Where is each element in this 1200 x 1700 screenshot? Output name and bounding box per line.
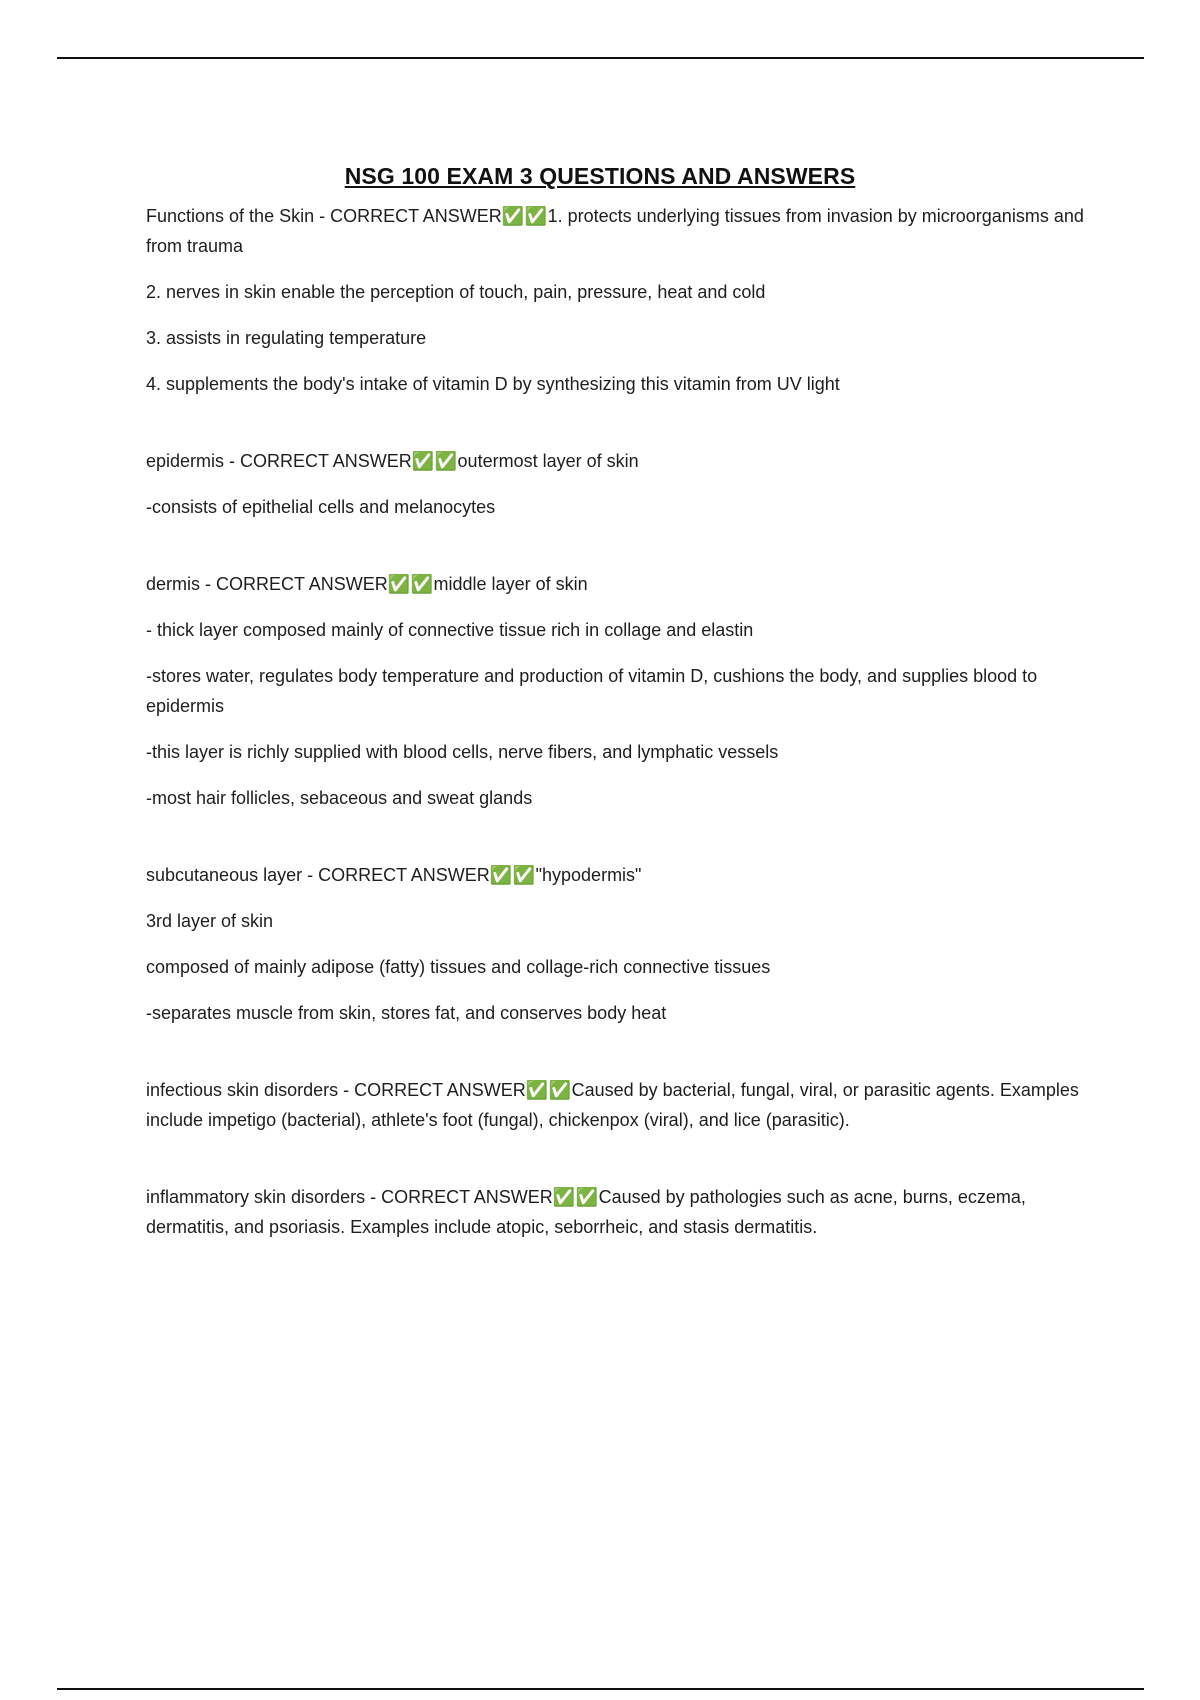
qa-detail-line: -separates muscle from skin, stores fat, and conserves body heat — [146, 1003, 667, 1023]
double-check-icon: ✅✅ — [552, 1187, 599, 1207]
qa-entry — [146, 860, 1096, 1028]
double-check-icon: ✅✅ — [411, 451, 458, 471]
qa-answer: Caused by pathologies such as acne, burns, eczema, dermatitis, and psoriasis. Examples include atopic, seborrheic, and stasis dermatitis. — [146, 1187, 1026, 1237]
qa-separator: - — [314, 206, 331, 226]
qa-entry — [146, 446, 1096, 522]
qa-term: dermis — [146, 574, 201, 594]
qa-first-line — [146, 1075, 1096, 1135]
correct-answer-label: CORRECT ANSWER — [330, 206, 502, 226]
qa-entry — [146, 569, 1096, 813]
double-check-icon: ✅✅ — [501, 206, 548, 226]
qa-detail-line: 4. supplements the body's intake of vitamin D by synthesizing this vitamin from UV light — [146, 374, 840, 394]
correct-answer-label: CORRECT ANSWER — [216, 574, 388, 594]
qa-answer: 1. protects underlying tissues from invasion by microorganisms and from trauma — [146, 206, 1084, 256]
qa-answer: middle layer of skin — [433, 574, 588, 594]
qa-detail-line: -most hair follicles, sebaceous and sweat glands — [146, 788, 533, 808]
qa-detail-line: 3rd layer of skin — [146, 911, 274, 931]
qa-separator: - — [302, 865, 319, 885]
qa-first-line — [146, 201, 1096, 261]
double-check-icon: ✅✅ — [525, 1080, 572, 1100]
double-check-icon: ✅✅ — [387, 574, 434, 594]
correct-answer-label: CORRECT ANSWER — [240, 451, 412, 471]
qa-term: infectious skin disorders — [146, 1080, 339, 1100]
qa-answer: "hypodermis" — [535, 865, 642, 885]
qa-detail-line: -this layer is richly supplied with blood cells, nerve fibers, and lymphatic vessels — [146, 742, 779, 762]
qa-list — [146, 201, 1096, 1258]
bottom-page-rule — [57, 1688, 1144, 1690]
qa-detail-line: -consists of epithelial cells and melanocytes — [146, 497, 496, 517]
qa-detail-line: 2. nerves in skin enable the perception of touch, pain, pressure, heat and cold — [146, 282, 766, 302]
double-check-icon: ✅✅ — [489, 865, 536, 885]
qa-detail-line: - thick layer composed mainly of connective tissue rich in collage and elastin — [146, 620, 754, 640]
qa-entry — [146, 1182, 1096, 1242]
qa-term: Functions of the Skin — [146, 206, 315, 226]
qa-entry — [146, 1075, 1096, 1135]
qa-separator: - — [365, 1187, 382, 1207]
correct-answer-label: CORRECT ANSWER — [381, 1187, 553, 1207]
qa-entry — [146, 201, 1096, 399]
top-page-rule — [57, 57, 1144, 59]
qa-detail-line: 3. assists in regulating temperature — [146, 328, 427, 348]
qa-answer: outermost layer of skin — [457, 451, 639, 471]
qa-answer: Caused by bacterial, fungal, viral, or parasitic agents. Examples include impetigo (bacterial), athlete's foot (fungal), chickenpox (viral), and lice (parasitic). — [146, 1080, 1079, 1130]
qa-first-line — [146, 446, 1096, 476]
qa-term: epidermis — [146, 451, 225, 471]
qa-separator: - — [200, 574, 217, 594]
correct-answer-label: CORRECT ANSWER — [318, 865, 490, 885]
qa-detail-line: -stores water, regulates body temperature and production of vitamin D, cushions the body, and supplies blood to epidermis — [146, 666, 1038, 716]
qa-separator: - — [338, 1080, 355, 1100]
correct-answer-label: CORRECT ANSWER — [354, 1080, 526, 1100]
qa-term: subcutaneous layer — [146, 865, 303, 885]
qa-first-line — [146, 569, 1096, 599]
qa-first-line — [146, 860, 1096, 890]
qa-first-line — [146, 1182, 1096, 1242]
qa-separator: - — [224, 451, 241, 471]
page-title: NSG 100 EXAM 3 QUESTIONS AND ANSWERS — [344, 163, 856, 190]
qa-detail-line: composed of mainly adipose (fatty) tissues and collage-rich connective tissues — [146, 957, 771, 977]
qa-term: inflammatory skin disorders — [146, 1187, 366, 1207]
